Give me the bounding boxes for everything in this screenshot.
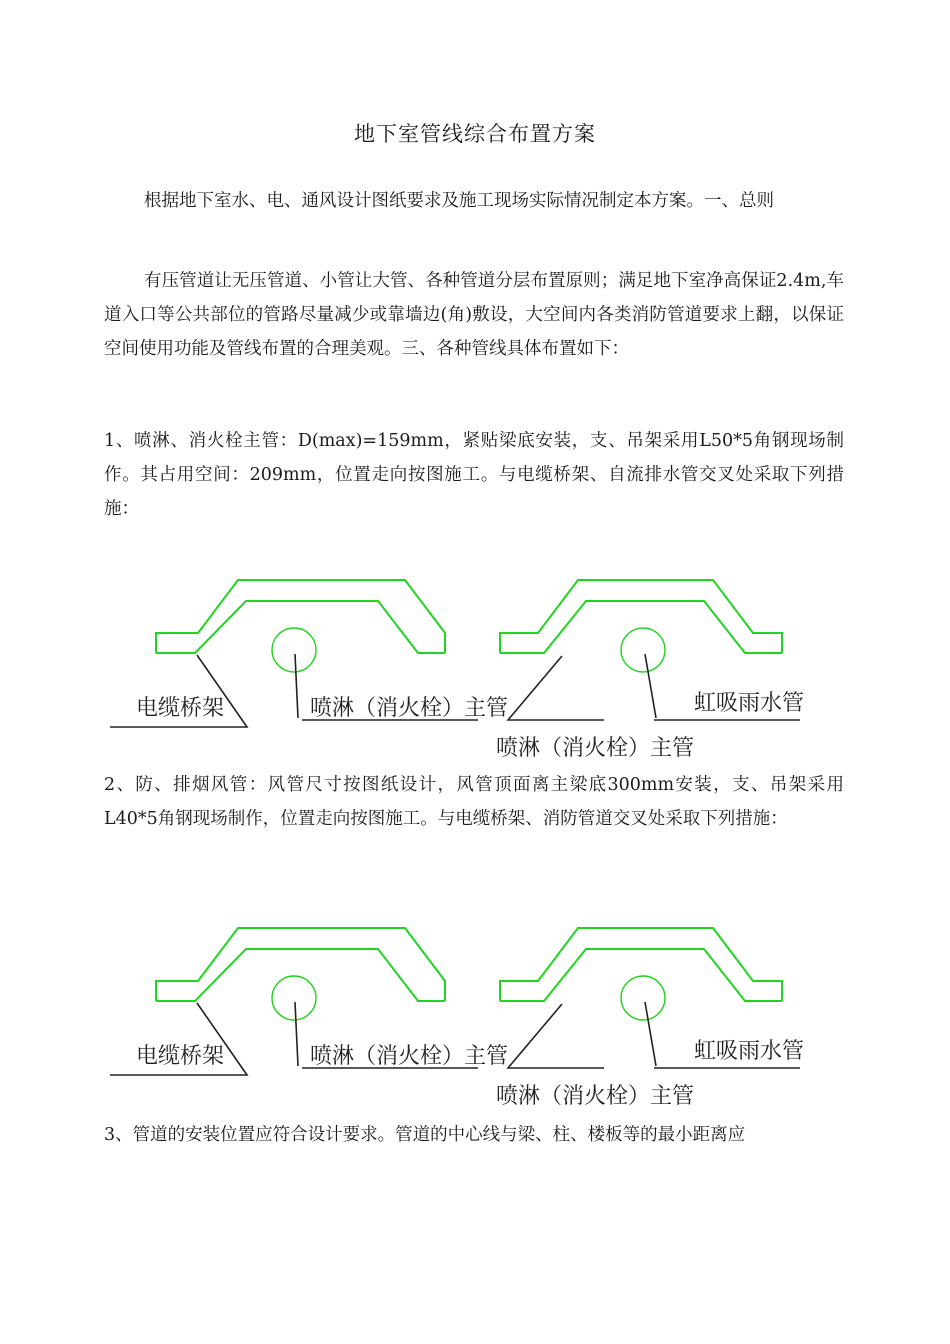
diagram-right (496, 580, 804, 761)
label-sprinkler-main: 喷淋（消火栓）主管 (496, 736, 695, 761)
diagram-left (110, 580, 508, 727)
label-sprinkler-main: 喷淋（消火栓）主管 (496, 1084, 695, 1109)
label-siphon-rain: 虹吸雨水管 (694, 691, 805, 716)
crossing-diagram-2 (100, 918, 820, 1118)
bypass-outer (500, 928, 782, 1001)
diagram-left (110, 928, 508, 1075)
slope-line (508, 656, 604, 720)
paragraph-installation: 3、管道的安装位置应符合设计要求。管道的中心线与梁、柱、楼板等的最小距离应 (104, 1125, 746, 1145)
label-siphon-rain: 虹吸雨水管 (694, 1039, 805, 1064)
paragraph-sprinkler: 1、喷淋、消火栓主管：D(max)=159mm，紧贴梁底安装，支、吊架采用L50*5角钢现场制作。其占用空间：209mm，位置走向按图施工。与电缆桥架、自流排水管交叉处采取下列措施： (104, 431, 844, 519)
pipe-circle (272, 628, 316, 672)
leader-line (295, 1002, 298, 1066)
diagram-right (496, 928, 804, 1109)
paragraph-principles: 有压管道让无压管道、小管让大管、各种管道分层布置原则；满足地下室净高保证2.4m,车道入口等公共部位的管路尽量减少或靠墙边(角)敷设，大空间内各类消防管道要求上翻，以保证空间使用功能及管线布置的合理美观。三、各种管线具体布置如下： (104, 271, 844, 359)
leader-line (645, 1002, 656, 1066)
bypass-outer (156, 928, 445, 1001)
bypass-outer (500, 580, 782, 653)
pipe-circle (621, 628, 665, 672)
label-sprinkler-main: 喷淋（消火栓）主管 (310, 1044, 509, 1069)
pipe-circle (621, 976, 665, 1020)
leader-line (645, 654, 656, 718)
label-sprinkler-main: 喷淋（消火栓）主管 (310, 696, 509, 721)
paragraph-smoke-duct: 2、防、排烟风管：风管尺寸按图纸设计，风管顶面离主梁底300mm安装，支、吊架采用L40*5角钢现场制作，位置走向按图施工。与电缆桥架、消防管道交叉处采取下列措施： (104, 775, 844, 829)
bypass-inner (156, 949, 445, 1001)
slope-line (508, 1004, 604, 1068)
label-cable-tray: 电缆桥架 (136, 1044, 225, 1069)
page-title: 地下室管线综合布置方案 (354, 122, 596, 146)
label-cable-tray: 电缆桥架 (136, 696, 225, 721)
crossing-diagram-1 (100, 570, 820, 770)
pipe-circle (272, 976, 316, 1020)
paragraph-general: 根据地下室水、电、通风设计图纸要求及施工现场实际情况制定本方案。一、总则 (144, 191, 774, 211)
bypass-outer (156, 580, 445, 653)
bypass-inner (156, 601, 445, 653)
leader-line (295, 654, 298, 718)
